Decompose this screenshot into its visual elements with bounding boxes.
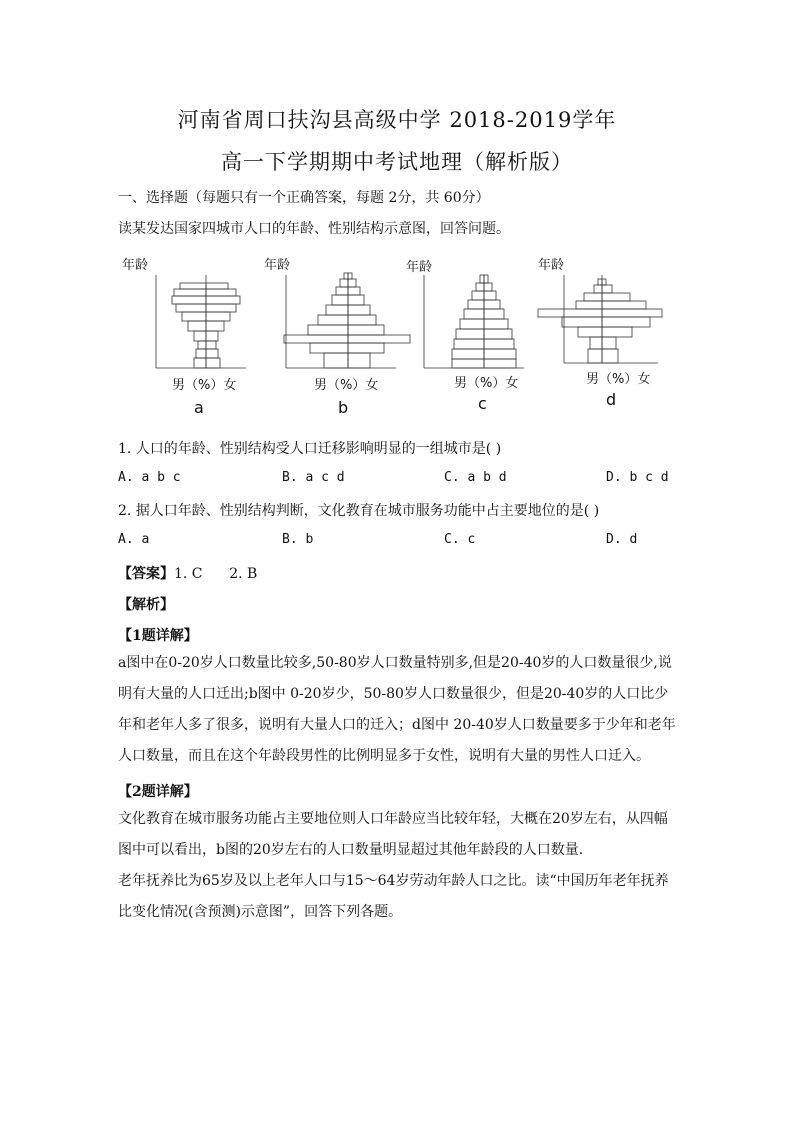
next-section-intro: 老年抚养比为65岁及以上老年人口与15～64岁劳动年龄人口之比。读“中国历年老年抚养比变化情况(含预测)示意图”，回答下列各题。 [118, 873, 669, 920]
population-pyramids-figure [118, 255, 678, 420]
question-2-option-a: A. a [118, 532, 150, 547]
section-heading: 一、选择题（每题只有一个正确答案，每题 2分，共 60分） [118, 190, 490, 206]
chart-b-x-label: 男（%）女 [314, 378, 379, 393]
chart-c-label: c [478, 394, 487, 413]
question-2-option-c: C. c [444, 532, 476, 547]
q2-detail-text: 文化教育在城市服务功能占主要地位则人口年龄应当比较年轻，大概在20岁左右，从四幅图中可以看出，b图的20岁左右的人口数量明显超过其他年龄段的人口数量. [118, 811, 668, 858]
pyramid-b [284, 273, 410, 368]
document-title-line1: 河南省周口扶沟县高级中学 2018-2019学年 [177, 108, 617, 132]
document-title-line2: 高一下学期期中考试地理（解析版） [221, 150, 573, 174]
question-1-option-a: A. a b c [118, 470, 181, 485]
chart-d-x-label: 男（%）女 [586, 372, 651, 387]
chart-b-y-label: 年龄 [264, 258, 291, 273]
question-2-option-d: D. d [606, 532, 638, 547]
section-intro: 读某发达国家四城市人口的年龄、性别结构示意图，回答问题。 [118, 221, 510, 237]
answer-text: 1. C 2. B [174, 566, 258, 582]
chart-b-label: b [338, 398, 349, 417]
pyramid-c [424, 275, 524, 368]
chart-d-y-label: 年龄 [538, 258, 565, 273]
answer-line [118, 563, 688, 583]
question-2-stem: 2. 据人口年龄、性别结构判断，文化教育在城市服务功能中占主要地位的是( ) [118, 503, 600, 519]
population-pyramids-svg [118, 255, 678, 420]
q1-detail-text: a图中在0-20岁人口数量比较多,50-80岁人口数量特别多,但是20-40岁的人口数量很少,说明有大量的人口迁出;b图中 0-20岁少，50-80岁人口数量很少，但是20-40岁的人口比少年和老年人多了很多，说明有大量人口的迁入；d图中 20-40岁人口数量要多于少年和老年人口数量，而且在这个年龄段男性的比例明显多于女性，说明有大量的男性人口迁入。 [118, 655, 676, 764]
question-1-option-d: D. b c d [606, 470, 669, 485]
chart-a-label: a [194, 398, 204, 417]
question-1-option-c: C. a b d [444, 470, 507, 485]
chart-c-y-label: 年龄 [406, 260, 433, 275]
question-1-stem: 1. 人口的年龄、性别结构受人口迁移影响明显的一组城市是( ) [118, 441, 502, 457]
question-2-option-b: B. b [282, 532, 314, 547]
q2-detail-heading: 【2题详解】 [118, 784, 198, 800]
q1-detail-heading: 【1题详解】 [118, 628, 198, 644]
analysis-heading: 【解析】 [118, 597, 174, 613]
pyramid-a [156, 275, 246, 368]
answer-label: 【答案】 [118, 566, 174, 582]
pyramid-d [538, 275, 662, 363]
chart-a-x-label: 男（%）女 [172, 378, 237, 393]
question-1-option-b: B. a c d [282, 470, 345, 485]
chart-d-label: d [606, 390, 617, 409]
chart-a-y-label: 年龄 [122, 258, 149, 273]
chart-c-x-label: 男（%）女 [454, 376, 519, 391]
